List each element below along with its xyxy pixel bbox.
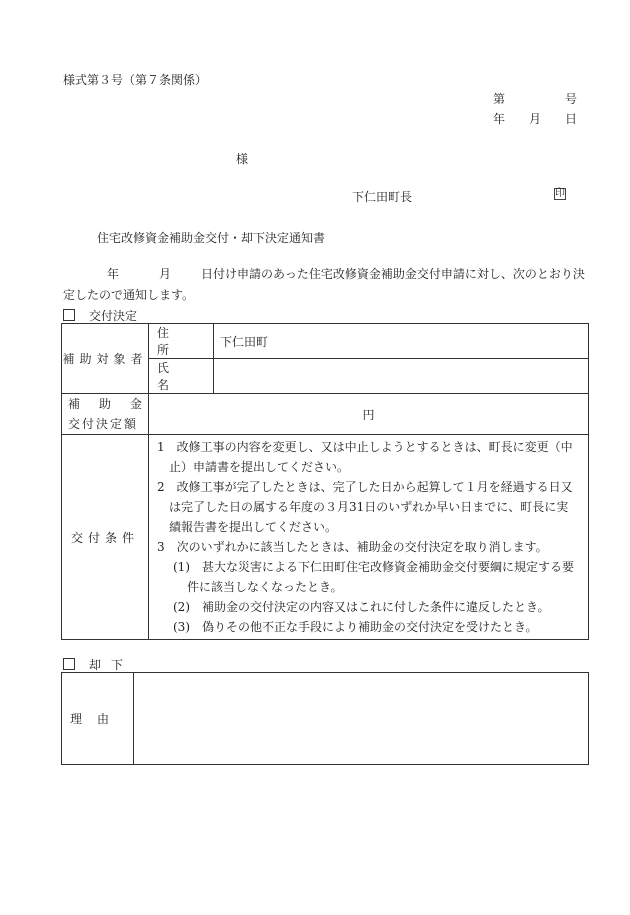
issue-date-line [493, 110, 577, 127]
date-month: 月 [528, 112, 541, 126]
reject-heading-label: 却下 [89, 658, 134, 672]
reject-table [61, 672, 589, 765]
conditions-label: 交付条件 [62, 435, 149, 640]
condition-3: 3 次のいずれかに該当したときは、補助金の交付決定を取り消します。 [157, 540, 548, 554]
reject-checkbox[interactable] [63, 658, 75, 670]
condition-1: 1 改修工事の内容を変更し、又は中止しようとするときは、町長に変更（中止）申請書を提出してください。 [157, 440, 573, 474]
number-prefix: 第 [493, 92, 506, 106]
grant-decision-table [61, 323, 589, 640]
date-day: 日 [564, 112, 577, 126]
reject-section-heading [63, 656, 133, 673]
seal-mark: 印 [555, 188, 565, 199]
form-number: 様式第３号（第７条関係） [63, 73, 208, 87]
body-text-line2: 定したので通知します。 [63, 288, 195, 302]
yen-unit: 円 [362, 407, 375, 422]
grant-amount-label: 補 助 金 交付決定額 [62, 394, 149, 435]
address-field[interactable]: 下仁田町 [214, 324, 589, 359]
body-year: 年 [107, 267, 120, 281]
document-number-line [493, 90, 577, 107]
address-label: 住所 [149, 324, 214, 359]
condition-3-2: (2) 補助金の交付決定の内容又はこれに付した条件に違反したとき。 [173, 600, 550, 614]
body-main-text: 日付け申請のあった住宅改修資金補助金交付申請に対し、次のとおり決 [201, 267, 585, 281]
body-month: 月 [159, 267, 172, 281]
number-suffix: 号 [564, 92, 577, 106]
condition-2: 2 改修工事が完了したときは、完了した日から起算して１月を経過する日又は完了した日の属する年度の３月31日のいずれか早い日までに、町長に実績報告書を提出してください。 [157, 480, 573, 534]
reason-label: 理 由 [62, 673, 134, 765]
condition-3-1: (1) 甚大な災害による下仁田町住宅改修資金補助金交付要綱に規定する要件に該当しなくなったとき。 [173, 560, 575, 594]
name-field[interactable] [214, 359, 589, 394]
grant-amount-field[interactable] [149, 394, 589, 435]
name-label: 氏名 [149, 359, 214, 394]
date-year: 年 [493, 112, 506, 126]
reason-field[interactable] [134, 673, 589, 765]
grant-section-heading [63, 307, 137, 324]
grant-heading-label: 交付決定 [89, 309, 138, 323]
issuer-name: 下仁田町長 [352, 190, 413, 204]
addressee-suffix: 様 [236, 152, 249, 166]
grant-checkbox[interactable] [63, 309, 75, 321]
body-text-line1 [63, 265, 589, 282]
recipient-label: 補助対象者 [62, 324, 149, 394]
conditions-list [149, 435, 589, 640]
document-title: 住宅改修資金補助金交付・却下決定通知書 [97, 231, 326, 245]
condition-3-3: (3) 偽りその他不正な手段により補助金の交付決定を受けたとき。 [173, 620, 538, 634]
